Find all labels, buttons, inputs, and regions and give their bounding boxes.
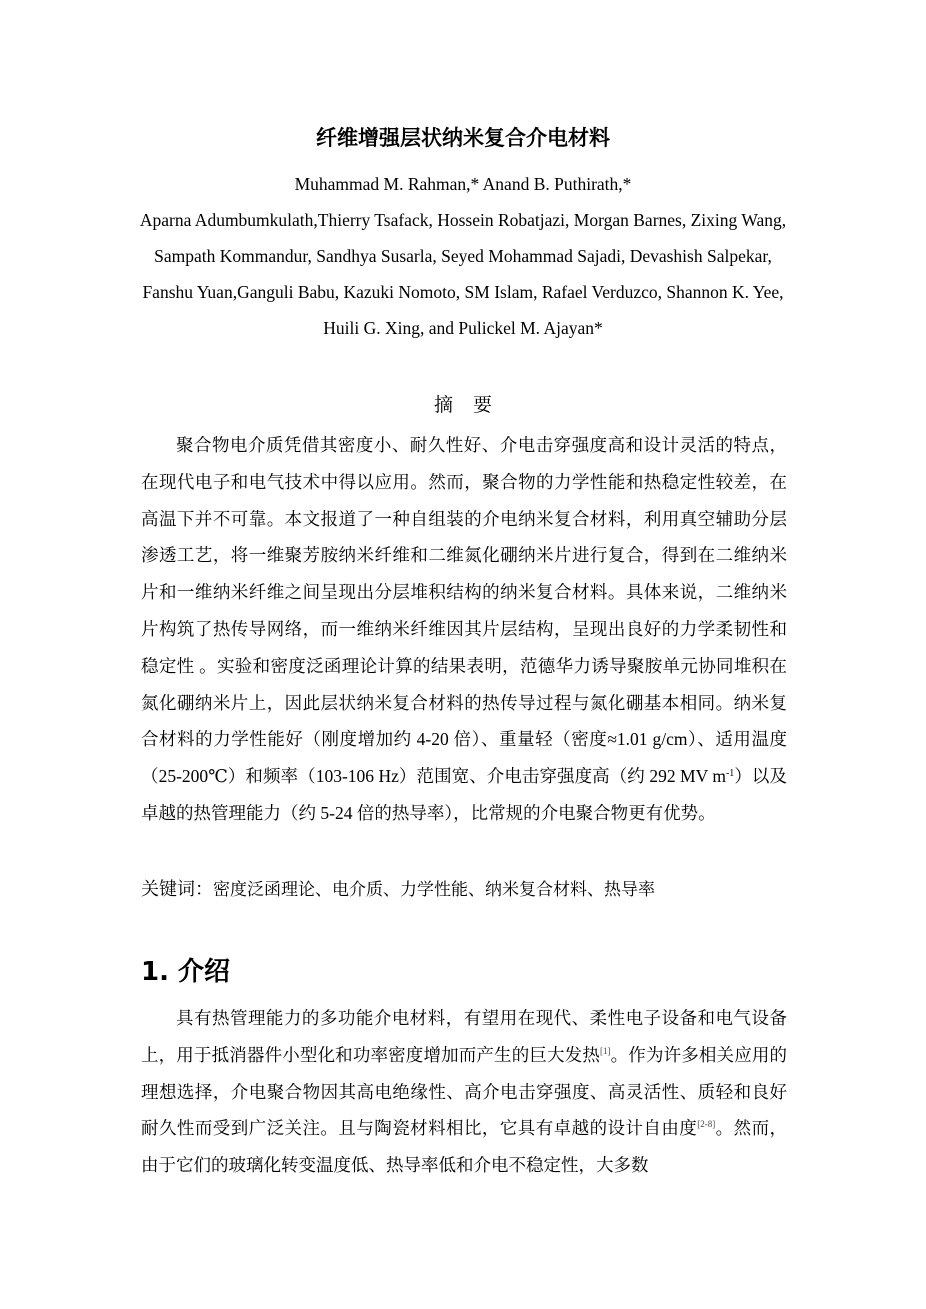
author-list xyxy=(130,166,796,346)
keywords-line xyxy=(141,872,787,908)
abstract-text-end: ）以及卓越的热管理能力（约 5-24 倍的热导率），比常规的介电聚合物更有优势。 xyxy=(141,766,787,823)
intro-text-2: 。作为许多相关应用的理想选择，介电聚合物因其高电绝缘性、高介电击穿强度、高灵活性、质轻和良好耐久性而受到广泛关注。且与陶瓷材料相比，它具有卓越的设计自由度 xyxy=(141,1044,788,1139)
abstract-superscript: -1 xyxy=(725,768,735,780)
section-heading: 1. 介绍 xyxy=(141,957,231,987)
abstract-text: 聚合物电介质凭借其密度小、耐久性好、介电击穿强度高和设计灵活的特点，在现代电子和电气技术中得以应用。然而，聚合物的力学性能和热稳定性较差，在高温下并不可靠。本文报道了一种自组装的介电纳米复合材料，利用真空辅助分层渗透工艺，将一维聚芳胺纳米纤维和二维氮化硼纳米片进行复合，得到在二维纳米片和一维纳米纤维之间呈现出分层堆积结构的纳米复合材料。具体来说，二维纳米片构筑了热传导网络，而一维纳米纤维因其片层结构，呈现出良好的力学柔韧性和稳定性 。实验和密度泛函理论计算的结果表明，范德华力诱导聚胺单元协同堆积在氮化硼纳米片上，因此层状纳米复合材料的热传导过程与氮化硼基本相同。纳米复合材料的力学性能好（刚度增加约 4-20 倍）、重量轻（密度≈1.01 g/cm）、适用温度（25-200℃）和频率（103-106 Hz）范围宽、介电击穿强度高（约 292 MV m xyxy=(141,435,787,787)
coauthors: Aparna Adumbumkulath,Thierry Tsafack, Hossein Robatjazi, Morgan Barnes, Zixing Wang, Sampath Kommandur, Sandhya Susarla, Seyed Mohammad Sajadi, Devashish Salpekar, Fanshu Yuan,Ganguli Babu, Kazuki Nomoto, SM Islam, Rafael Verduzco, Shannon K. Yee, Huili G. Xing, and Pulickel M. Ajayan* xyxy=(139,210,787,338)
paper-title: 纤维增强层状纳米复合介电材料 xyxy=(316,126,610,150)
citation-ref-2[interactable]: [2-8] xyxy=(697,1119,716,1130)
intro-paragraph xyxy=(141,1000,787,1184)
abstract-paragraph xyxy=(141,427,787,832)
intro-text-1: 具有热管理能力的多功能介电材料，有望用在现代、柔性电子设备和电气设备上，用于抵消器件小型化和功率密度增加而产生的巨大发热 xyxy=(141,1008,787,1065)
keywords-text: 密度泛函理论、电介质、力学性能、纳米复合材料、热导率 xyxy=(213,880,655,899)
abstract-heading: 摘要 xyxy=(433,394,512,416)
corresponding-authors: Muhammad M. Rahman,* Anand B. Puthirath,* xyxy=(294,174,632,194)
intro-text-3: 。然而，由于它们的玻璃化转变温度低、热导率低和介电不稳定性，大多数 xyxy=(141,1118,788,1176)
citation-ref-1[interactable]: [1] xyxy=(599,1045,611,1056)
keywords-label: 关键词： xyxy=(141,879,213,900)
